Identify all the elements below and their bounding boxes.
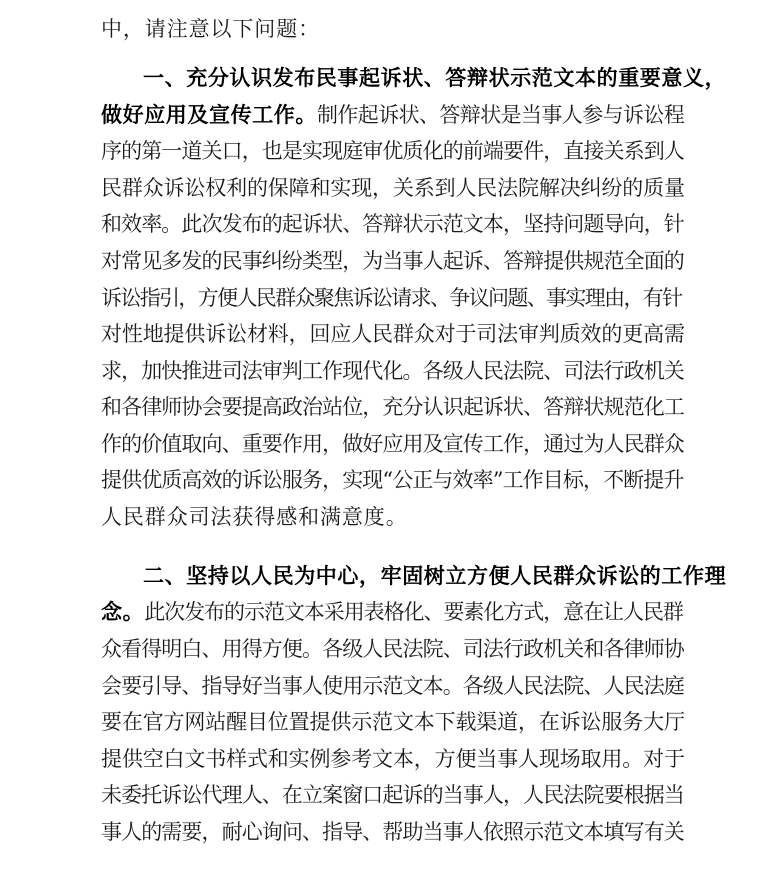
- text-line: [101, 353, 685, 389]
- body-text-segment: 人民群众司法获得感和满意度。: [101, 505, 408, 529]
- text-line: [101, 777, 685, 813]
- text-line: [101, 462, 685, 498]
- text-line: [101, 668, 685, 704]
- bold-heading-segment: 二、坚持以人民为中心，牢固树立方便人民群众诉讼的工作理: [143, 564, 727, 588]
- body-text-segment: 中，请注意以下问题：: [101, 17, 320, 41]
- body-text-segment: 众看得明白、用得方便。各级人民法院、司法行政机关和各律师协: [101, 637, 684, 661]
- text-line: [101, 316, 685, 352]
- body-text-segment: 求，加快推进司法审判工作现代化。各级人民法院、司法行政机关: [101, 359, 684, 383]
- body-text-segment: 要在官方网站醒目位置提供示范文本下载渠道，在诉讼服务大厅: [101, 710, 685, 734]
- text-line: [101, 594, 685, 630]
- text-line: [101, 206, 685, 242]
- body-text-segment: 此次发布的示范文本采用表格化、要素化方式，意在让人民群: [144, 600, 683, 624]
- body-text-segment: 提供空白文书样式和实例参考文本，方便当事人现场取用。对于: [101, 747, 685, 771]
- text-line: [101, 97, 685, 133]
- text-line: [143, 60, 727, 96]
- body-text-segment: 和各律师协会要提高政治站位，充分认识起诉状、答辩状规范化工: [101, 395, 684, 419]
- body-text-segment: 未委托诉讼代理人、在立案窗口起诉的当事人，人民法院要根据当: [101, 783, 684, 807]
- text-line: [101, 389, 685, 425]
- text-line: [101, 170, 685, 206]
- body-text-segment: 作的价值取向、重要作用，做好应用及宣传工作，通过为人民群众: [101, 432, 684, 456]
- text-line: [101, 426, 685, 462]
- bold-heading-segment: 念。: [101, 600, 145, 624]
- body-text-segment: 制作起诉状、答辩状是当事人参与诉讼程: [317, 103, 685, 127]
- bold-heading-segment: 一、充分认识发布民事起诉状、答辩状示范文本的重要意义，: [143, 66, 727, 90]
- body-text-segment: 会要引导、指导好当事人使用示范文本。各级人民法院、人民法庭: [101, 674, 684, 698]
- body-text-segment: 和效率。此次发布的起诉状、答辩状示范文本，坚持问题导向，针: [101, 212, 684, 236]
- text-line: [101, 704, 685, 740]
- bold-heading-segment: 做好应用及宣传工作。: [101, 103, 317, 127]
- text-line: [101, 499, 685, 535]
- text-line: [101, 133, 685, 169]
- body-text-segment: 序的第一道关口，也是实现庭审优质化的前端要件，直接关系到人: [101, 139, 684, 163]
- text-line: [101, 243, 685, 279]
- text-line: [101, 741, 685, 777]
- text-line: [143, 558, 727, 594]
- body-text-segment: 提供优质高效的诉讼服务，实现“公正与效率”工作目标，不断提升: [101, 468, 684, 492]
- text-line: [101, 280, 685, 316]
- body-text-segment: 对常见多发的民事纠纷类型，为当事人起诉、答辩提供规范全面的: [101, 249, 684, 273]
- text-line: [101, 11, 685, 47]
- body-text-segment: 民群众诉讼权利的保障和实现，关系到人民法院解决纠纷的质量: [101, 176, 685, 200]
- text-line: [101, 814, 685, 850]
- body-text-segment: 事人的需要，耐心询问、指导、帮助当事人依照示范文本填写有关: [101, 820, 684, 844]
- text-line: [101, 631, 685, 667]
- body-text-segment: 对性地提供诉讼材料，回应人民群众对于司法审判质效的更高需: [101, 322, 685, 346]
- body-text-segment: 诉讼指引，方便人民群众聚焦诉讼请求、争议问题、事实理由，有针: [101, 286, 682, 310]
